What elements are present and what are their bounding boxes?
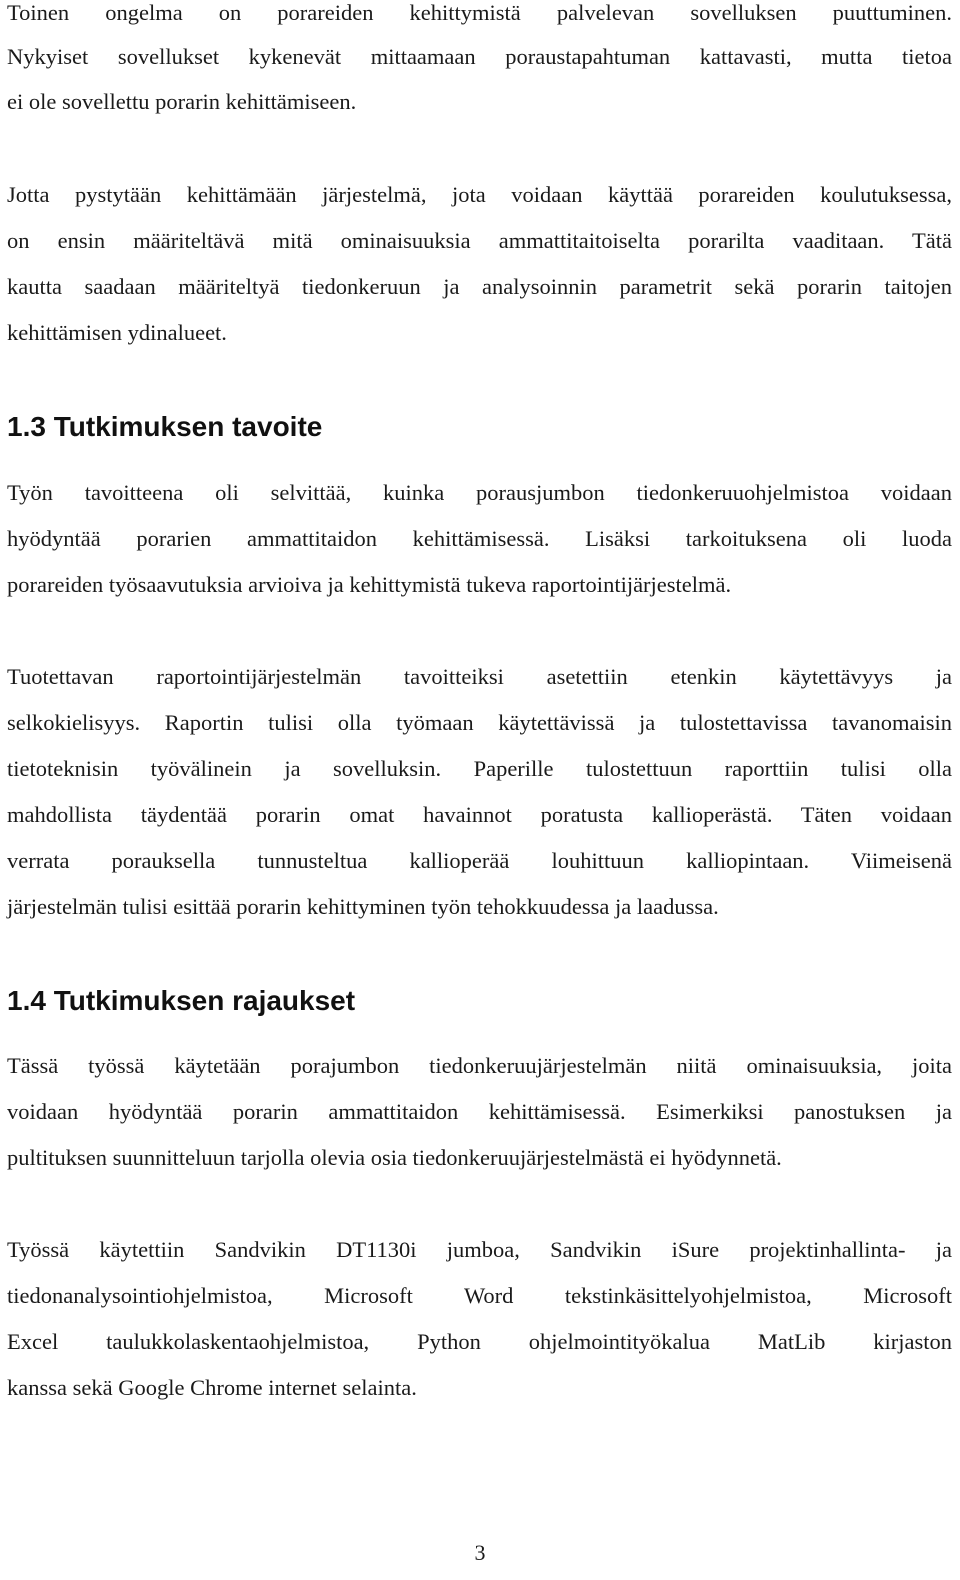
paragraph-line: porareiden työsaavutuksia arvioiva ja kehittymistä tukeva raportointijärjestelmä. (7, 572, 732, 597)
paragraph-line: selkokielisyys. Raportin tulisi olla työmaan käytettävissä ja tulostettavissa tavanomaisin (7, 710, 952, 735)
paragraph-line: Excel taulukkolaskentaohjelmistoa, Python ohjelmointityökalua MatLib kirjaston (7, 1329, 952, 1354)
paragraph-line: voidaan hyödyntää porarin ammattitaidon kehittämisessä. Esimerkiksi panostuksen ja (7, 1099, 952, 1124)
paragraph-line: Tässä työssä käytetään porajumbon tiedonkeruujärjestelmän niitä ominaisuuksia, joita (7, 1053, 952, 1078)
paragraph-line: järjestelmän tulisi esittää porarin kehittyminen työn tehokkuudessa ja laadussa. (7, 894, 719, 919)
paragraph-line: mahdollista täydentää porarin omat havainnot poratusta kallioperästä. Täten voidaan (7, 802, 952, 827)
paragraph-line: verrata porauksella tunnusteltua kallioperää louhittuun kalliopintaan. Viimeisenä (7, 848, 952, 873)
paragraph-line: ei ole sovellettu porarin kehittämiseen. (7, 89, 357, 114)
paragraph-line: kanssa sekä Google Chrome internet selainta. (7, 1375, 417, 1400)
paragraph-line: hyödyntää porarien ammattitaidon kehittämisessä. Lisäksi tarkoituksena oli luoda (7, 526, 952, 551)
paragraph-line: Tuotettavan raportointijärjestelmän tavoitteiksi asetettiin etenkin käytettävyys ja (7, 664, 952, 689)
section-heading: 1.3 Tutkimuksen tavoite (7, 411, 323, 442)
paragraph-line: Toinen ongelma on porareiden kehittymistä palvelevan sovelluksen puuttuminen. (7, 0, 952, 25)
paragraph-line: Työssä käytettiin Sandvikin DT1130i jumboa, Sandvikin iSure projektinhallinta- ja (7, 1237, 952, 1262)
page-number: 3 (474, 1540, 486, 1565)
paragraph-line: kautta saadaan määriteltyä tiedonkeruun ja analysoinnin parametrit sekä porarin taitojen (7, 274, 952, 299)
paragraph-line: kehittämisen ydinalueet. (7, 320, 227, 345)
paragraph-line: Nykyiset sovellukset kykenevät mittaamaan poraustapahtuman kattavasti, mutta tietoa (7, 44, 952, 69)
paragraph-line: Jotta pystytään kehittämään järjestelmä, jota voidaan käyttää porareiden koulutuksessa, (7, 182, 952, 207)
paragraph-line: tietoteknisin työvälinein ja sovelluksin. Paperille tulostettuun raporttiin tulisi olla (7, 756, 952, 781)
paragraph-line: Työn tavoitteena oli selvittää, kuinka porausjumbon tiedonkeruuohjelmistoa voidaan (7, 480, 952, 505)
paragraph-line: pultituksen suunnitteluun tarjolla olevia osia tiedonkeruujärjestelmästä ei hyödynnetä. (7, 1145, 782, 1170)
paragraph-line: tiedonanalysointiohjelmistoa, Microsoft Word tekstinkäsittelyohjelmistoa, Microsoft (7, 1283, 952, 1308)
section-heading: 1.4 Tutkimuksen rajaukset (7, 985, 356, 1016)
paragraph-line: on ensin määriteltävä mitä ominaisuuksia ammattitaitoiselta porarilta vaaditaan. Tätä (7, 228, 952, 253)
